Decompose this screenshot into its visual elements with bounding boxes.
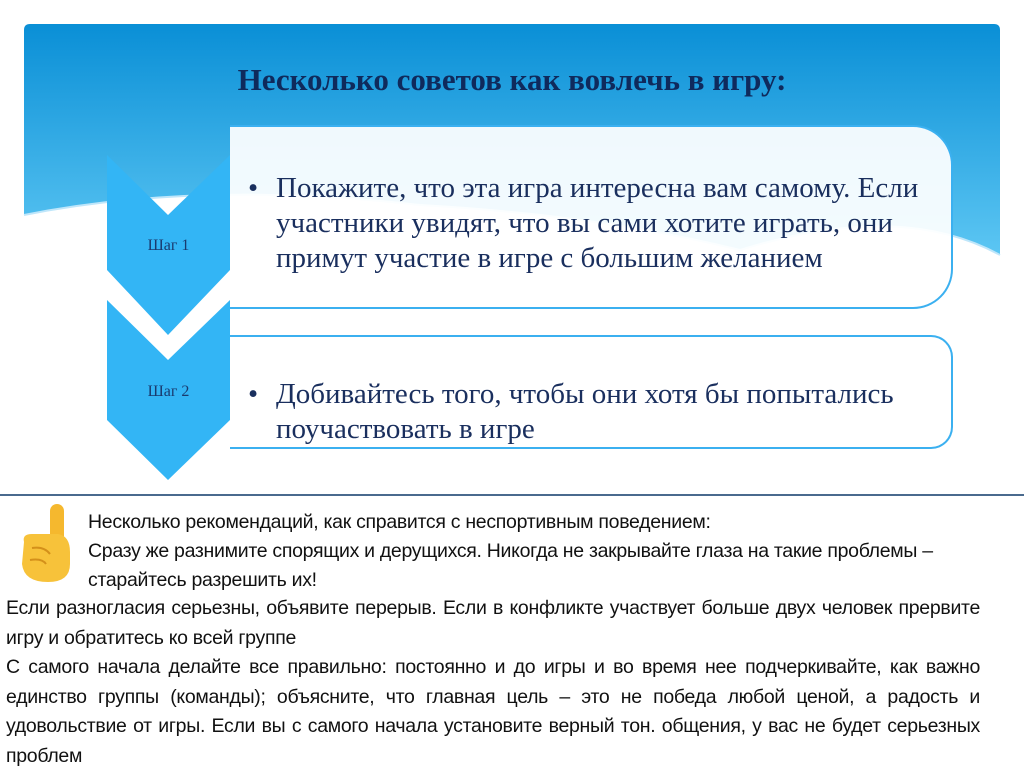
- step-1-label: Шаг 1: [147, 237, 190, 254]
- divider: [0, 494, 1024, 496]
- step-1-box: [230, 125, 953, 309]
- recommendation-first: Сразу же разнимите спорящих и дерущихся. Никогда не закрывайте глаза на такие проблемы – старайтесь разрешить их!: [88, 540, 933, 591]
- slide-title: Несколько советов как вовлечь в игру:: [237, 62, 787, 97]
- paragraph: С самого начала делайте все правильно: постоянно и до игры и во время нее подчеркивайте, как важно единство группы (команды); объясните, что главная цель – это не победа любой ценой, а радость и удовольствие от игры. Если вы с самого начала установите верный тон. общения, у вас не будет серьезных проблем: [6, 656, 980, 767]
- step-2-box: [230, 335, 953, 449]
- recommendations-heading: Несколько рекомендаций, как справится с неспортивным поведением:: [88, 511, 711, 533]
- recommendations: [88, 508, 988, 595]
- step-2-text: • Добивайтесь того, чтобы они хотя бы попытались поучаствовать в игре: [248, 377, 931, 447]
- recommendations-body: [6, 594, 980, 771]
- paragraph: Если разногласия серьезны, объявите перерыв. Если в конфликте участвует больше двух человек прервите игру и обратитесь ко всей группе: [6, 597, 980, 649]
- step-2-label: Шаг 2: [147, 383, 190, 400]
- pointing-finger-icon: [14, 502, 76, 584]
- step-1-text: • Покажите, что эта игра интересна вам самому. Если участники увидят, что вы сами хотите играть, они примут участие в игре с большим желанием: [248, 171, 931, 276]
